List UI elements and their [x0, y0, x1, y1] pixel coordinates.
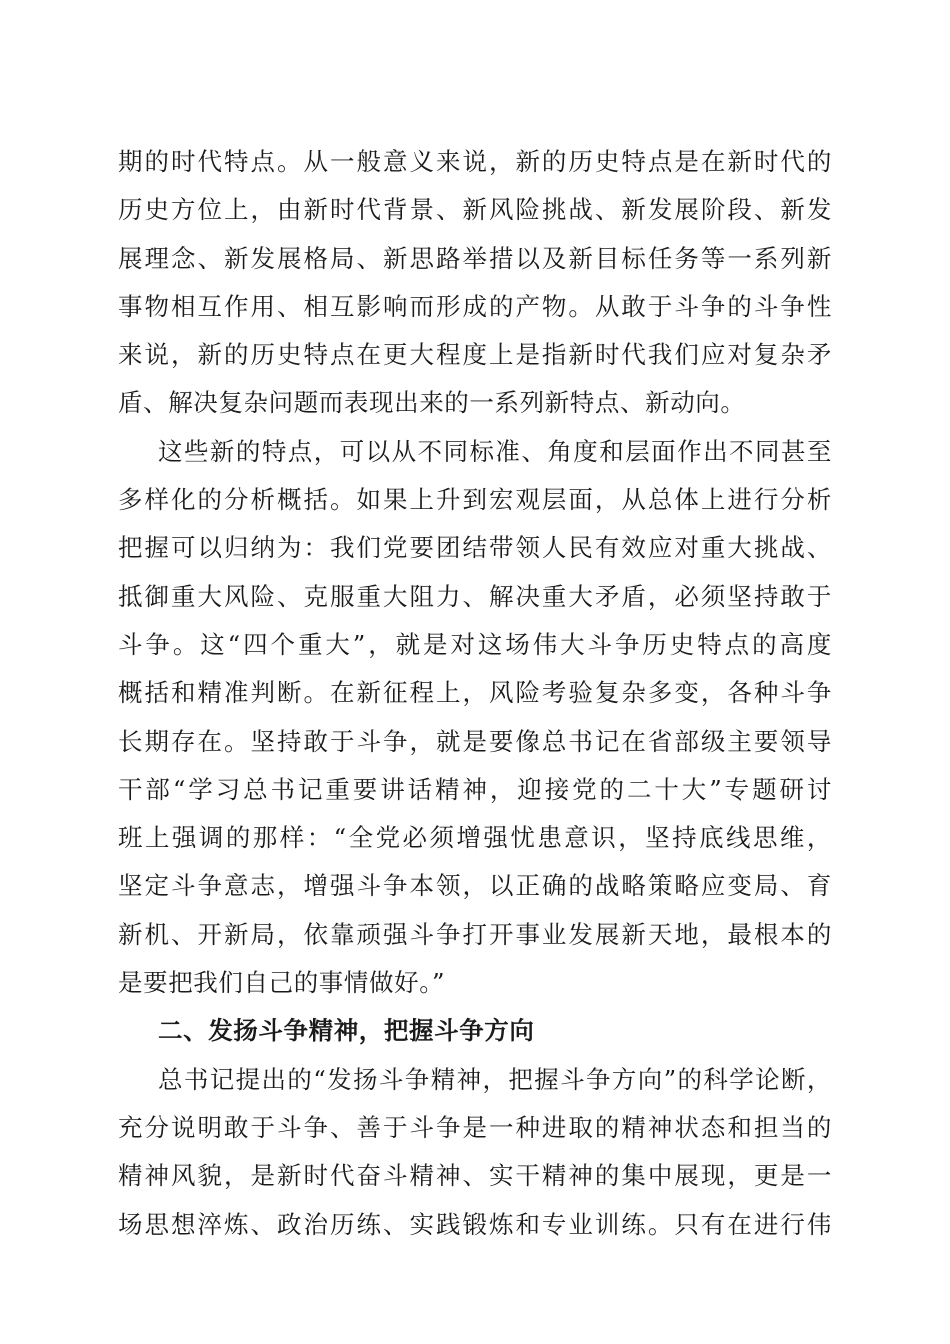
text-line: 盾、解决复杂问题而表现出来的一系列新特点、新动向。 — [118, 388, 746, 418]
text-line: 是要把我们自己的事情做好。” — [118, 968, 446, 998]
text-line: 多样化的分析概括。如果上升到宏观层面，从总体上进行分析 — [118, 485, 832, 515]
text-line: 斗争。这“四个重大”，就是对这场伟大斗争历史特点的高度 — [118, 629, 832, 659]
text-line: 事物相互作用、相互影响而形成的产物。从敢于斗争的斗争性 — [118, 291, 832, 321]
text-line: 场思想淬炼、政治历练、实践锻炼和专业训练。只有在进行伟 — [118, 1209, 832, 1239]
text-line: 来说，新的历史特点在更大程度上是指新时代我们应对复杂矛 — [118, 340, 832, 370]
text-line: 干部“学习总书记重要讲话精神，迎接党的二十大”专题研讨 — [118, 774, 832, 804]
paragraph-first-line: 这些新的特点，可以从不同标准、角度和层面作出不同甚至 — [158, 436, 832, 466]
paragraph-first-line: 总书记提出的“发扬斗争精神，把握斗争方向”的科学论断， — [158, 1064, 832, 1094]
body-text — [118, 138, 832, 1249]
text-line: 坚定斗争意志，增强斗争本领，以正确的战略策略应变局、育 — [118, 871, 832, 901]
section-heading: 二、发扬斗争精神，把握斗争方向 — [158, 1016, 535, 1046]
text-line: 精神风貌，是新时代奋斗精神、实干精神的集中展现，更是一 — [118, 1161, 832, 1191]
text-line: 抵御重大风险、克服重大阻力、解决重大矛盾，必须坚持敢于 — [118, 581, 832, 611]
text-line: 长期存在。坚持敢于斗争，就是要像总书记在省部级主要领导 — [118, 726, 832, 756]
text-line: 展理念、新发展格局、新思路举措以及新目标任务等一系列新 — [118, 243, 832, 273]
text-line: 班上强调的那样：“全党必须增强忧患意识，坚持底线思维， — [118, 823, 832, 853]
text-line: 概括和精准判断。在新征程上，风险考验复杂多变，各种斗争 — [118, 678, 832, 708]
text-line: 期的时代特点。从一般意义来说，新的历史特点是在新时代的 — [118, 147, 832, 176]
text-line: 新机、开新局，依靠顽强斗争打开事业发展新天地，最根本的 — [118, 919, 832, 949]
text-line: 充分说明敢于斗争、善于斗争是一种进取的精神状态和担当的 — [118, 1112, 832, 1142]
text-line: 历史方位上，由新时代背景、新风险挑战、新发展阶段、新发 — [118, 195, 832, 225]
text-line: 把握可以归纳为：我们党要团结带领人民有效应对重大挑战、 — [118, 533, 832, 563]
